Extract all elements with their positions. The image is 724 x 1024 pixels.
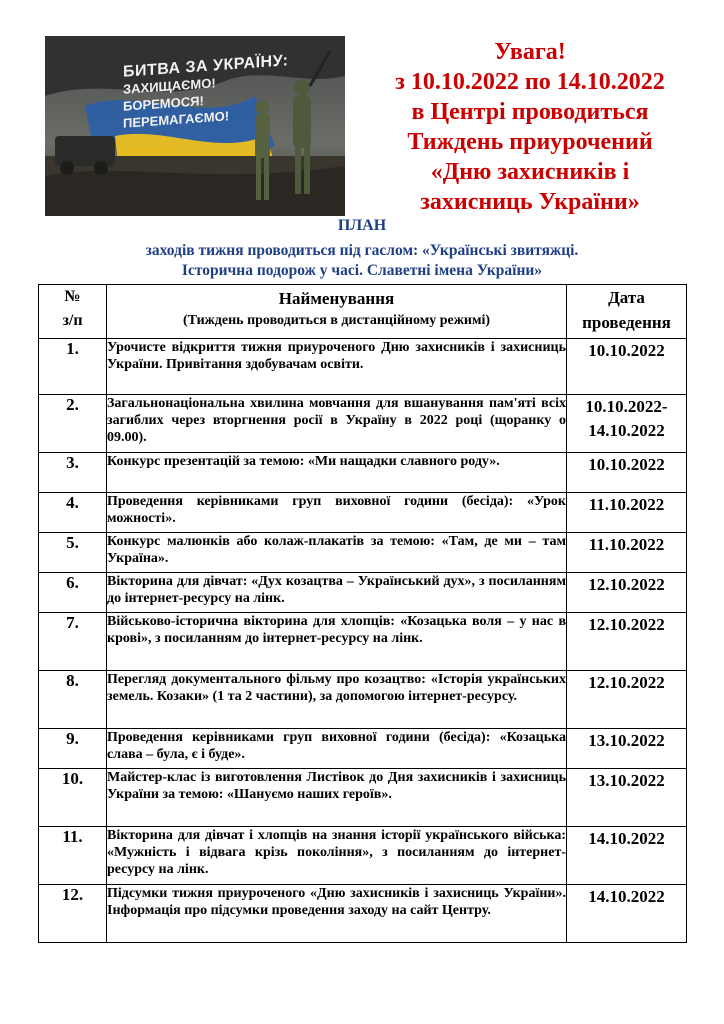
row-event-name: Загальнонаціональна хвилина мовчання для вшанування пам'яті всіх загиблих через вторгнення росії в Україну в 2022 році (щоранку о 09.00). [107,395,567,453]
header-name [107,285,567,339]
row-date: 13.10.2022 [567,769,687,827]
table-header-row [39,285,687,339]
row-date: 12.10.2022 [567,671,687,729]
banner-image [45,36,345,216]
table-row [39,885,687,943]
row-date: 12.10.2022 [567,613,687,671]
row-date: 11.10.2022 [567,533,687,573]
attention-line-6: захисниць України» [420,189,640,215]
row-event-name: Майстер-клас із виготовлення Листівок до Дня захисників і захисниць України за темою: «Шануємо наших героїв». [107,769,567,827]
plan-subtitle-1: заходів тижня проводиться під гаслом: «Українські звитяжці. [145,242,579,259]
row-number: 8. [39,671,107,729]
row-date: 10.10.2022 [567,339,687,395]
table-row [39,395,687,453]
table-row [39,827,687,885]
row-number: 10. [39,769,107,827]
table-row [39,339,687,395]
row-number: 2. [39,395,107,453]
row-number: 4. [39,493,107,533]
banner-line-1: БИТВА ЗА УКРАЇНУ: [123,52,289,81]
table-row [39,769,687,827]
table-row [39,671,687,729]
row-event-name: Військово-історична вікторина для хлопців: «Козацька воля – у нас в крові», з посиланням до інтернет-ресурсу на лінк. [107,613,567,671]
row-event-name: Проведення керівниками груп виховної години (бесіда): «Урок можності». [107,493,567,533]
banner-slogan [123,52,288,132]
row-event-name: Вікторина для дівчат і хлопців на знання історії українського війська: «Мужність і відвага крізь покоління», з посиланням до інтернет-ресурсу на лінк. [107,827,567,885]
row-event-name: Вікторина для дівчат: «Дух козацтва – Український дух», з посиланням до інтернет-ресурсу на лінк. [107,573,567,613]
table-row [39,493,687,533]
row-event-name: Підсумки тижня приуроченого «Дню захисників і захисниць України». Інформація про підсумки проведення заходу на сайт Центру. [107,885,567,943]
row-number: 12. [39,885,107,943]
attention-line-4: Тиждень приурочений [407,129,653,155]
table-row [39,729,687,769]
banner-line-4: ПЕРЕМАГАЄМО! [123,108,230,131]
banner-line-3: БОРЕМОСЯ! [123,93,204,114]
table-row [39,533,687,573]
plan-subtitle-2: Історична подорож у часі. Славетні імена України» [181,262,543,279]
row-event-name: Урочисте відкриття тижня приуроченого Дню захисників і захисниць України. Привітання здобувачам освіти. [107,339,567,395]
header-date [567,285,687,339]
banner-line-2: ЗАХИЩАЄМО! [123,75,216,97]
row-date: 14.10.2022 [567,885,687,943]
row-number: 5. [39,533,107,573]
row-date: 13.10.2022 [567,729,687,769]
row-number: 3. [39,453,107,493]
row-date: 12.10.2022 [567,573,687,613]
header-number-line-1: № [64,288,81,305]
attention-block [360,37,700,217]
row-date: 11.10.2022 [567,493,687,533]
row-date: 10.10.2022-14.10.2022 [567,395,687,453]
row-date: 14.10.2022 [567,827,687,885]
attention-dates: з 10.10.2022 по 14.10.2022 [395,69,665,95]
row-event-name: Конкурс малюнків або колаж-плакатів за темою: «Там, де ми – там Україна». [107,533,567,573]
table-row [39,453,687,493]
header-name-note: (Тиждень проводиться в дистанційному режимі) [182,313,491,328]
plan-title: ПЛАН [337,217,387,234]
header-date-line-2: проведення [582,313,671,332]
row-number: 7. [39,613,107,671]
attention-title: Увага! [494,39,566,65]
table-row [39,573,687,613]
row-date: 10.10.2022 [567,453,687,493]
row-number: 6. [39,573,107,613]
header-number [39,285,107,339]
header-date-line-1: Дата [608,288,645,307]
row-number: 9. [39,729,107,769]
attention-line-3: в Центрі проводиться [411,99,649,125]
header-name-title: Найменування [278,289,395,308]
row-event-name: Перегляд документального фільму про козацтво: «Історія українських земель. Козаки» (1 та 2 частини), за допомогою інтернет-ресурсу. [107,671,567,729]
row-event-name: Конкурс презентацій за темою: «Ми нащадки славного роду». [107,453,567,493]
table-row [39,613,687,671]
attention-line-5: «Дню захисників і [430,159,630,185]
row-number: 11. [39,827,107,885]
events-table [38,284,687,943]
row-event-name: Проведення керівниками груп виховної години (бесіда): «Козацька слава – була, є і буде». [107,729,567,769]
row-number: 1. [39,339,107,395]
header-number-line-2: з/п [62,312,83,329]
